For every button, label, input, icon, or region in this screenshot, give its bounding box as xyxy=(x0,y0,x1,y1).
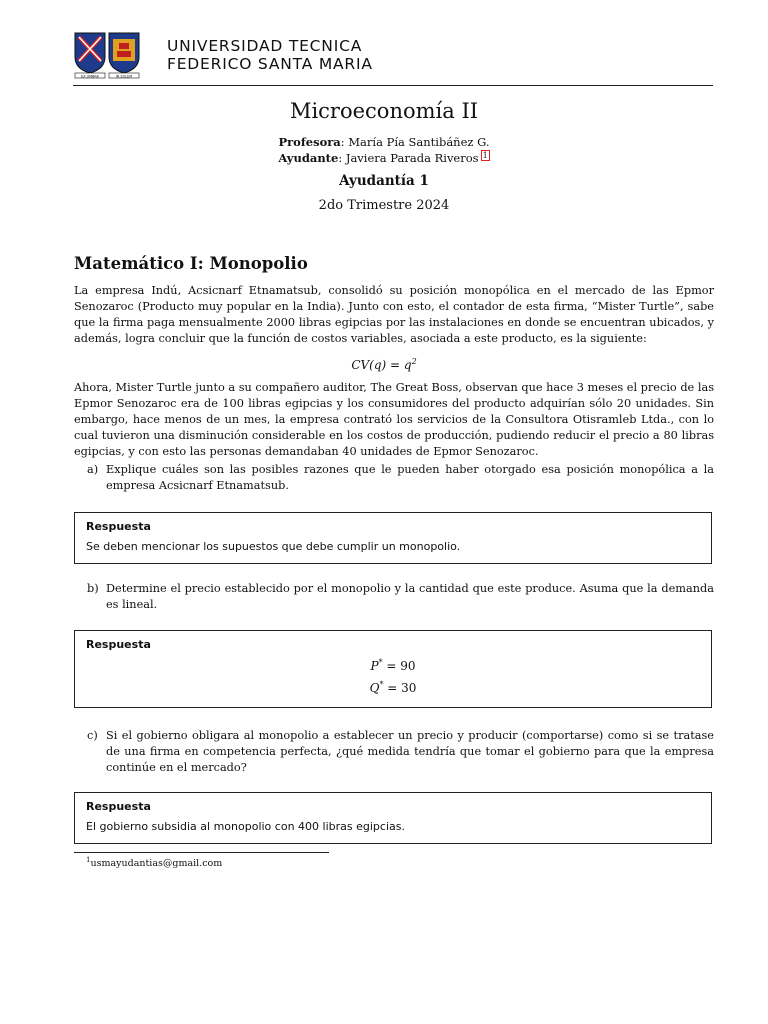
cost-equation xyxy=(0,354,768,373)
assistant-line xyxy=(0,150,768,166)
professor-name: : María Pía Santibáñez G. xyxy=(340,135,490,149)
university-crest-logo xyxy=(73,31,141,79)
equation-exponent: 2 xyxy=(411,357,417,366)
footnote-number: 1 xyxy=(86,856,91,864)
document-title: Microeconomía II xyxy=(289,99,479,123)
assistant-name: : Javiera Parada Riveros xyxy=(338,151,479,165)
intro-paragraph: La empresa Indú, Acsicnarf Etnamatsub, consolidó su posición monopólica en el mercado de las Epmor Senozaroc (Producto muy popular en la India). Junto con esto, el contador de esta firma, “Mister Turtle”, sabe que la firma paga mensualmente 2000 libras egipcias por las instalaciones en donde se encuentran ubicados, y además, logra concluir que la función de costos variables, asociada a este producto, es la siguiente: xyxy=(74,284,714,345)
question-label: a) xyxy=(87,463,99,476)
question-text: Determine el precio establecido por el monopolio y la cantidad que este produce. Asuma que la demanda es lineal. xyxy=(106,582,714,611)
answer-box-c xyxy=(74,792,712,844)
answer-box-a xyxy=(74,512,712,564)
question-c xyxy=(87,728,714,776)
header-rule xyxy=(73,85,713,86)
university-name xyxy=(167,37,373,73)
price-symbol: P xyxy=(370,659,379,673)
footnote-link[interactable]: 1 xyxy=(482,151,488,160)
answer-box-b xyxy=(74,630,712,708)
price-value: = 90 xyxy=(382,659,416,673)
quantity-equation xyxy=(75,680,711,695)
crest-motto-left: EX UMBRA xyxy=(81,74,99,79)
quantity-star: * xyxy=(379,680,384,689)
answer-text: Se deben mencionar los supuestos que debe cumplir un monopolio. xyxy=(86,540,461,553)
quantity-symbol: Q xyxy=(369,681,380,695)
professor-line xyxy=(0,134,768,150)
question-label: c) xyxy=(87,729,98,742)
footnote-email[interactable]: usmayudantias@gmail.com xyxy=(90,858,223,870)
quantity-value: = 30 xyxy=(383,681,417,695)
assistant-label: Ayudante xyxy=(278,151,339,165)
footnote xyxy=(86,854,222,870)
university-line-1: UNIVERSIDAD TECNICA xyxy=(167,37,363,55)
context-paragraph: Ahora, Mister Turtle junto a su compañero auditor, The Great Boss, observan que hace 3 meses el precio de las Epmor Senozaroc era de 100 libras egipcias y los consumidores del producto adquirían sólo 20 unidades. Sin embargo, hace menos de un mes, la empresa contrató los servicios de la Consultora Otisramleb Ltda., con lo cual tuvieron una disminución considerable en los costos de producción, pudiendo reducir el precio a 80 libras egipcias, y con esto las personas demandaban 40 unidades de Epmor Senozaroc. xyxy=(74,381,714,458)
professor-label: Profesora xyxy=(278,135,341,149)
answer-heading: Respuesta xyxy=(86,638,151,651)
section-heading: Matemático I: Monopolio xyxy=(74,254,308,273)
session-title: Ayudantía 1 xyxy=(339,173,429,189)
price-equation xyxy=(75,658,711,673)
term-label: 2do Trimestre 2024 xyxy=(318,198,450,213)
question-label: b) xyxy=(87,582,99,595)
answer-heading: Respuesta xyxy=(86,520,151,533)
question-text: Explique cuáles son las posibles razones que le pueden haber otorgado esa posición monopólica a la empresa Acsicnarf Etnamatsub. xyxy=(106,463,714,492)
question-b xyxy=(87,581,714,613)
price-star: * xyxy=(378,658,383,667)
footnote-rule xyxy=(74,852,329,853)
answer-heading: Respuesta xyxy=(86,800,151,813)
university-line-2: FEDERICO SANTA MARIA xyxy=(167,55,373,73)
equation-lhs: CV(q) = q xyxy=(351,358,412,372)
answer-text: El gobierno subsidia al monopolio con 400 libras egipcias. xyxy=(86,820,405,833)
question-a xyxy=(87,462,714,494)
question-text: Si el gobierno obligara al monopolio a establecer un precio y producir (comportarse) como si se tratase de una firma en competencia perfecta, ¿qué medida tendría que tomar el gobierno para que la empresa continúe en el mercado? xyxy=(106,729,714,774)
crest-motto-right: IN SOLEM xyxy=(115,74,133,79)
